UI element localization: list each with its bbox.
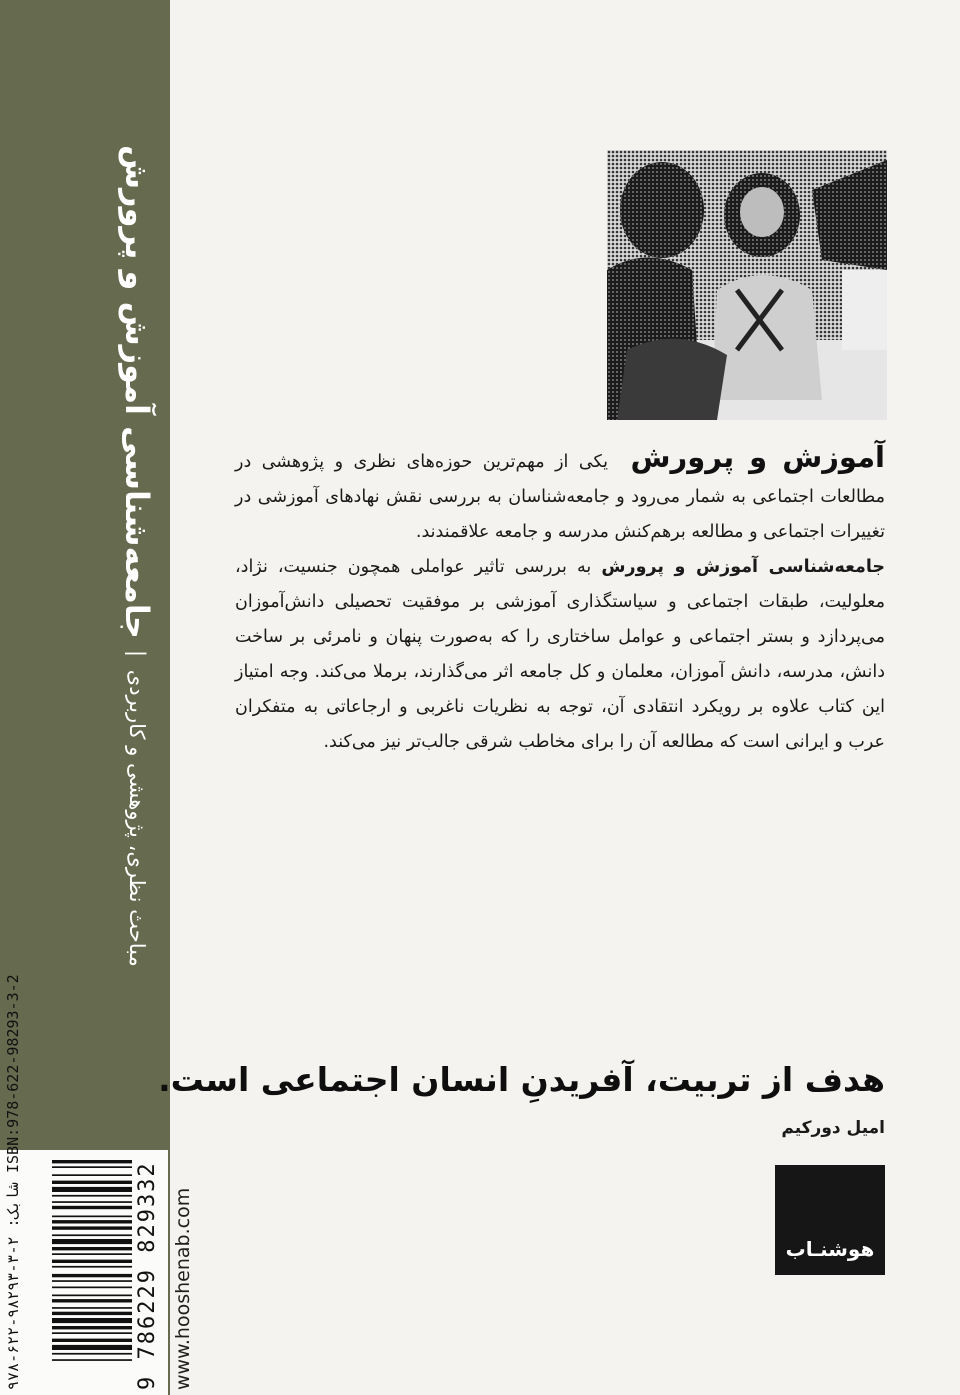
quote-author: امیل دورکیم <box>781 1118 885 1138</box>
barcode-digits: 9 786229 829332 <box>135 1161 160 1390</box>
spine-separator: | <box>125 649 149 658</box>
isbn-block <box>4 974 50 1390</box>
isbn-latin: ISBN:978-622-98293-3-2 <box>4 974 22 1174</box>
description-paragraph-1 <box>235 440 885 550</box>
publisher-website: www.hooshenab.com <box>172 1187 194 1390</box>
publisher-logo-text: هوشنـاب <box>785 1237 875 1261</box>
spine-title: جامعه‌شناسی آموزش و پرورش <box>118 145 156 639</box>
spine-subtitle: مباحث نظری، پژوهشی و کاربردی <box>125 669 149 967</box>
book-description <box>235 440 885 760</box>
book-title-inline: جامعه‌شناسی آموزش و پرورش <box>601 557 885 577</box>
paragraph-2-text: به بررسی تاثیر عواملی همچون جنسیت، نژاد، معلولیت، طبقات اجتماعی و سیاستگذاری آموزشی بر موفقیت تحصیلی دانش‌آموزان می‌پردازد و بستر اجتماعی و عوامل ساختاری را که به‌صورت پنهان و نامرئی بر ساخت دانش، مدرسه، دانش آموزان، معلمان و کل جامعه اثر می‌گذارند، برملا می‌کند. وجه امتیاز این کتاب علاوه بر رویکرد انتقادی آن، توجه به نظریات ناغربی و ارجاعاتی به متفکران عرب و ایرانی است که مطالعه آن را برای مخاطب شرقی جالب‌تر نیز می‌کند. <box>235 557 885 752</box>
quote-text: هدف از تربیت، آفریدنِ انسان اجتماعی است. <box>158 1060 885 1099</box>
spine-title-block <box>6 145 156 967</box>
lead-title: آموزش و پرورش <box>630 440 885 474</box>
barcode-bars <box>52 1160 132 1385</box>
isbn-persian: شابک: ۲-۳-۹۸۲۹۳-۶۲۲-۹۷۸ <box>4 1182 22 1390</box>
description-paragraph-2 <box>235 550 885 760</box>
paragraph-1-text: یکی از مهم‌ترین حوزه‌های نظری و پژوهشی در مطالعات اجتماعی به شمار می‌رود و جامعه‌شناسان به بررسی نقش نهادهای آموزشی در تغییرات اجتماعی و مطالعه برهم‌کنش مدرسه و جامعه علاقمندند. <box>235 452 885 542</box>
cover-photo <box>607 150 887 420</box>
spine-subtitle-block <box>125 644 149 967</box>
publisher-logo <box>775 1165 885 1275</box>
